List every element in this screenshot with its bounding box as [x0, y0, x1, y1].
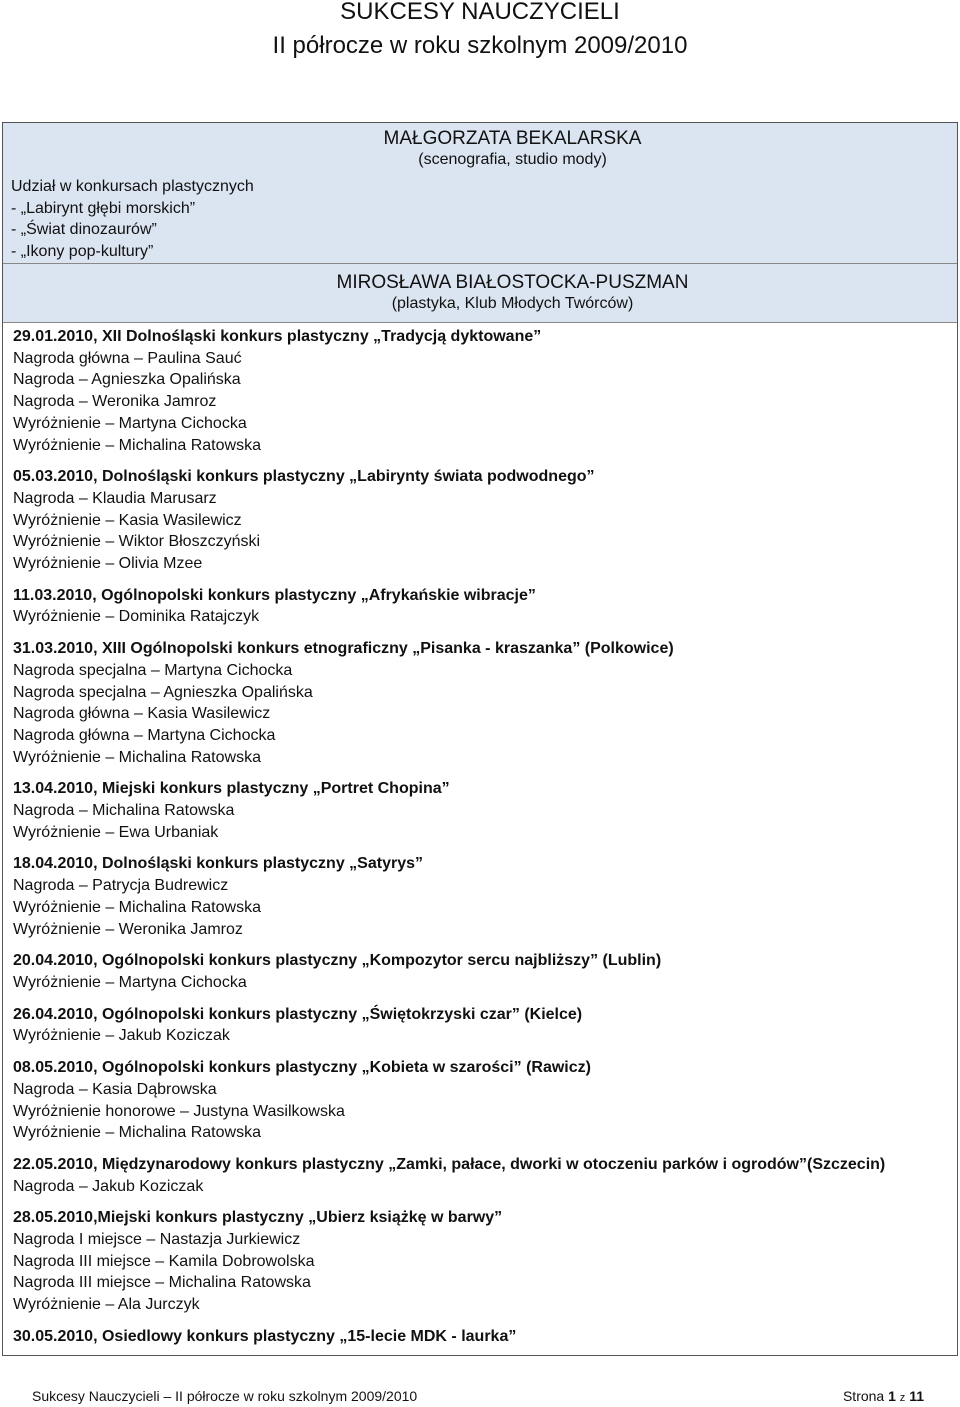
competition-title: 13.04.2010, Miejski konkurs plastyczny „Portret Chopina” [13, 780, 450, 798]
award-line: Nagroda główna – Martyna Cichocka [13, 726, 276, 744]
award-line: Nagroda główna – Kasia Wasilewicz [13, 705, 271, 723]
page-of: z [899, 1392, 906, 1404]
competition-entry [13, 1057, 948, 1144]
award-line: Wyróżnienie – Michalina Ratowska [13, 898, 261, 916]
competition-entry [13, 1207, 948, 1316]
award-line: Wyróżnienie – Michalina Ratowska [13, 748, 261, 766]
award-line: Wyróżnienie – Martyna Cichocka [13, 973, 247, 991]
award-line: Wyróżnienie – Michalina Ratowska [13, 436, 261, 454]
document-title: SUKCESY NAUCZYCIELI [340, 0, 620, 25]
award-line: Nagroda III miejsce – Michalina Ratowska [13, 1274, 311, 1292]
award-line: Nagroda – Kasia Dąbrowska [13, 1080, 217, 1098]
competition-entry [13, 585, 948, 628]
award-line: Nagroda specjalna – Agnieszka Opalińska [13, 683, 313, 701]
competition-title: 20.04.2010, Ogólnopolski konkurs plastyczny „Kompozytor sercu najbliższy” (Lublin) [13, 952, 662, 970]
page-total: 11 [909, 1388, 924, 1404]
competition-entry [13, 950, 948, 993]
award-line: Nagroda – Patrycja Budrewicz [13, 877, 229, 895]
competition-entry [13, 778, 948, 843]
teacher1-heading [300, 128, 725, 170]
page-number [843, 1388, 924, 1404]
competition-entry [13, 326, 948, 456]
award-line: Nagroda I miejsce – Nastazja Jurkiewicz [13, 1231, 301, 1249]
award-line: Nagroda – Jakub Koziczak [13, 1177, 204, 1195]
teacher1-subtitle: (scenografia, studio mody) [418, 151, 607, 168]
teacher2-name: MIROSŁAWA BIAŁOSTOCKA-PUSZMAN [336, 272, 689, 293]
document-subtitle: II półrocze w roku szkolnym 2009/2010 [272, 32, 688, 59]
competition-title: 28.05.2010,Miejski konkurs plastyczny „Ubierz książkę w barwy” [13, 1209, 503, 1227]
award-line: Wyróżnienie – Ewa Urbaniak [13, 823, 219, 841]
teacher1-activities [11, 176, 254, 263]
competition-title: 22.05.2010, Międzynarodowy konkurs plastyczny „Zamki, pałace, dworki w otoczeniu parków i ogrodów”(Szczecin) [13, 1155, 886, 1173]
competition-list [13, 326, 948, 1358]
competition-title: 31.03.2010, XIII Ogólnopolski konkurs etnograficzny „Pisanka - kraszanka” (Polkowice) [13, 640, 674, 658]
teacher1-name: MAŁGORZATA BEKALARSKA [383, 128, 642, 149]
award-line: Nagroda III miejsce – Kamila Dobrowolska [13, 1252, 315, 1270]
competition-title: 18.04.2010, Dolnośląski konkurs plastyczny „Satyrys” [13, 855, 423, 873]
award-line: Nagroda – Agnieszka Opalińska [13, 371, 241, 389]
award-line: Wyróżnienie – Wiktor Błoszczyński [13, 533, 261, 551]
competition-title: 29.01.2010, XII Dolnośląski konkurs plastyczny „Tradycją dyktowane” [13, 328, 542, 345]
competition-entry [13, 1154, 948, 1197]
award-line: Wyróżnienie – Jakub Koziczak [13, 1027, 230, 1045]
award-line: Wyróżnienie – Ala Jurczyk [13, 1296, 200, 1314]
award-line: Nagroda – Weronika Jamroz [13, 393, 217, 411]
activity-item: - „Ikony pop-kultury” [11, 243, 154, 261]
competition-entry [13, 1004, 948, 1047]
teacher2-heading [300, 272, 725, 314]
competition-title: 05.03.2010, Dolnośląski konkurs plastyczny „Labirynty świata podwodnego” [13, 468, 595, 486]
award-line: Nagroda główna – Paulina Sauć [13, 349, 242, 367]
award-line: Wyróżnienie – Dominika Ratajczyk [13, 608, 260, 626]
competition-entry [13, 1326, 948, 1348]
competition-title: 08.05.2010, Ogólnopolski konkurs plastyczny „Kobieta w szarości” (Rawicz) [13, 1059, 591, 1077]
award-line: Nagroda – Michalina Ratowska [13, 802, 235, 820]
activity-item: - „Świat dinozaurów” [11, 221, 157, 239]
award-line: Nagroda – Klaudia Marusarz [13, 489, 217, 507]
activity-item: - „Labirynt głębi morskich” [11, 199, 196, 217]
award-line: Wyróżnienie – Michalina Ratowska [13, 1124, 261, 1142]
award-line: Wyróżnienie honorowe – Justyna Wasilkowska [13, 1102, 345, 1120]
activities-heading: Udział w konkursach plastycznych [11, 178, 254, 195]
competition-entry [13, 853, 948, 940]
page-word: Strona [842, 1388, 885, 1404]
award-line: Wyróżnienie – Weronika Jamroz [13, 920, 243, 938]
award-line: Wyróżnienie – Olivia Mzee [13, 555, 203, 573]
teacher2-subtitle: (plastyka, Klub Młodych Twórców) [391, 295, 634, 312]
award-line: Wyróżnienie – Kasia Wasilewicz [13, 511, 242, 529]
competition-title: 30.05.2010, Osiedlowy konkurs plastyczny „15-lecie MDK - laurka” [13, 1327, 517, 1345]
award-line: Wyróżnienie – Martyna Cichocka [13, 414, 247, 432]
award-line: Nagroda specjalna – Martyna Cichocka [13, 661, 293, 679]
competition-entry [13, 466, 948, 575]
page-current: 1 [888, 1388, 896, 1404]
competition-entry [13, 638, 948, 768]
competition-title: 26.04.2010, Ogólnopolski konkurs plastyczny „Świętokrzyski czar” (Kielce) [13, 1005, 583, 1023]
footer-title: Sukcesy Nauczycieli – II półrocze w roku szkolnym 2009/2010 [32, 1388, 418, 1404]
competition-title: 11.03.2010, Ogólnopolski konkurs plastyczny „Afrykańskie wibracje” [13, 586, 536, 604]
